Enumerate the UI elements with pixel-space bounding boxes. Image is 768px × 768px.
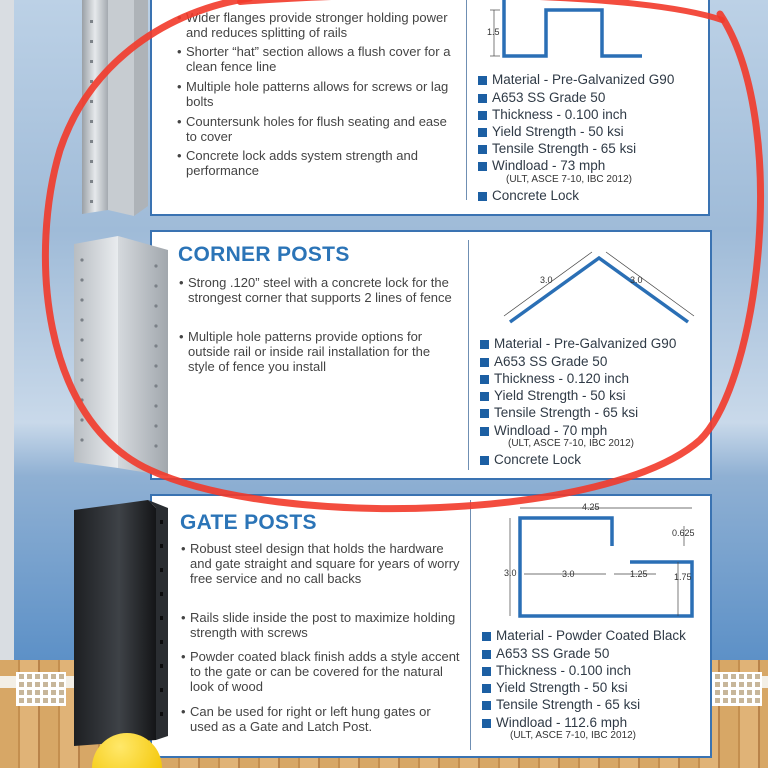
section-heading: GATE POSTS [180, 511, 317, 534]
gate-profile-diagram [496, 498, 706, 622]
dimension-label: 1.75 [674, 572, 692, 582]
spec-item [492, 90, 605, 106]
spec-text: Yield Strength - 50 ksi [494, 388, 626, 403]
dimension-label: 1.5 [487, 27, 500, 37]
spec-bullet-icon [482, 719, 491, 728]
bullet-item: • Powder coated black finish adds a style accent to the gate or can be covered for the natural look of wood [190, 649, 462, 694]
spec-item [494, 405, 638, 421]
spec-text: Windload - 70 mph [494, 423, 608, 438]
fence-lattice [16, 672, 66, 706]
left-edge-strip [0, 0, 14, 768]
spec-text: A653 SS Grade 50 [496, 646, 610, 661]
spec-bullet-icon [478, 162, 487, 171]
bullet-item: • Multiple hole patterns allows for screws or lag bolts [186, 79, 454, 109]
spec-text: Thickness - 0.100 inch [496, 663, 632, 678]
spec-bullet-icon [478, 76, 487, 85]
dimension-label: 3.0 [540, 275, 553, 285]
spec-bullet-icon [480, 340, 489, 349]
spec-text: A653 SS Grade 50 [494, 354, 608, 369]
spec-text: Windload - 112.6 mph [496, 715, 628, 730]
spec-text: Tensile Strength - 65 ksi [492, 141, 637, 156]
spec-bullet-icon [482, 632, 491, 641]
windload-note: (ULT, ASCE 7-10, IBC 2012) [506, 174, 632, 185]
dimension-label: 0.625 [672, 528, 695, 538]
spec-bullet-icon [480, 427, 489, 436]
black-gate-post-image [68, 500, 178, 750]
spec-text: Yield Strength - 50 ksi [496, 680, 628, 695]
spec-item [496, 663, 631, 679]
spec-item [496, 628, 686, 644]
spec-bullet-icon [478, 145, 487, 154]
fence-lattice [712, 672, 762, 706]
spec-bullet-icon [482, 667, 491, 676]
spec-item [496, 680, 628, 696]
spec-bullet-icon [480, 375, 489, 384]
spec-bullet-icon [482, 650, 491, 659]
bullet-item: • Multiple hole patterns provide options for outside rail or inside rail installation for the style of fence you install [188, 329, 458, 374]
windload-note: (ULT, ASCE 7-10, IBC 2012) [510, 730, 636, 741]
angle-profile-diagram [500, 236, 700, 328]
bullet-item: • Countersunk holes for flush seating and ease to cover [186, 114, 454, 144]
spec-text: Material - Pre-Galvanized G90 [494, 336, 677, 351]
galvanized-post-image [78, 0, 168, 216]
spec-item [494, 423, 607, 439]
spec-text: Tensile Strength - 65 ksi [496, 697, 641, 712]
spec-text: Tensile Strength - 65 ksi [494, 405, 639, 420]
spec-item [494, 388, 626, 404]
bullet-item: • Concrete lock adds system strength and performance [186, 148, 454, 178]
spec-text: Material - Pre-Galvanized G90 [492, 72, 675, 87]
spec-text: Material - Powder Coated Black [496, 628, 686, 643]
spec-bullet-icon [482, 701, 491, 710]
spec-item [496, 697, 640, 713]
windload-note: (ULT, ASCE 7-10, IBC 2012) [508, 438, 634, 449]
spec-text: Yield Strength - 50 ksi [492, 124, 624, 139]
dimension-label: 3.0 [562, 569, 575, 579]
spec-item [494, 354, 607, 370]
spec-bullet-icon [480, 456, 489, 465]
spec-item [492, 107, 627, 123]
spec-text: Thickness - 0.120 inch [494, 371, 630, 386]
spec-item [496, 646, 609, 662]
bullet-item: • Shorter “hat” section allows a flush cover for a clean fence line [186, 44, 454, 74]
spec-item [494, 336, 676, 352]
spec-text: Concrete Lock [492, 188, 580, 203]
spec-text: A653 SS Grade 50 [492, 90, 606, 105]
bullet-item: • Strong .120” steel with a concrete lock for the strongest corner that supports 2 lines of fence [188, 275, 458, 305]
section-heading: CORNER POSTS [178, 243, 350, 266]
spec-bullet-icon [478, 192, 487, 201]
dimension-label: 1.25 [630, 569, 648, 579]
spec-bullet-icon [478, 128, 487, 137]
spec-text: Windload - 73 mph [492, 158, 606, 173]
dimension-label: 3.0 [504, 568, 517, 578]
spec-bullet-icon [480, 409, 489, 418]
spec-bullet-icon [480, 392, 489, 401]
spec-item [492, 124, 624, 140]
panel-divider [468, 240, 469, 470]
spec-item [492, 72, 674, 88]
bullet-item: • Rails slide inside the post to maximize holding strength with screws [190, 610, 462, 640]
spec-text: Thickness - 0.100 inch [492, 107, 628, 122]
panel-divider [466, 0, 467, 200]
dimension-label: 3.0 [630, 275, 643, 285]
spec-bullet-icon [478, 111, 487, 120]
dimension-label: 4.25 [582, 502, 600, 512]
spec-item [492, 158, 605, 174]
spec-bullet-icon [480, 358, 489, 367]
spec-text: Concrete Lock [494, 452, 582, 467]
spec-item [492, 141, 636, 157]
spec-item [492, 188, 579, 204]
bullet-item: • Wider flanges provide stronger holding power and reduces splitting of rails [186, 10, 454, 40]
bullet-item: • Can be used for right or left hung gates or used as a Gate and Latch Post. [190, 704, 462, 734]
spec-bullet-icon [482, 684, 491, 693]
hat-profile-diagram [487, 0, 670, 62]
bullet-item: • Robust steel design that holds the hardware and gate straight and square for years of worry free service and no call backs [190, 541, 462, 586]
spec-bullet-icon [478, 94, 487, 103]
panel-divider [470, 500, 471, 750]
spec-item [494, 452, 581, 468]
corner-post-image [74, 236, 170, 476]
spec-item [494, 371, 629, 387]
spec-item [496, 715, 627, 731]
